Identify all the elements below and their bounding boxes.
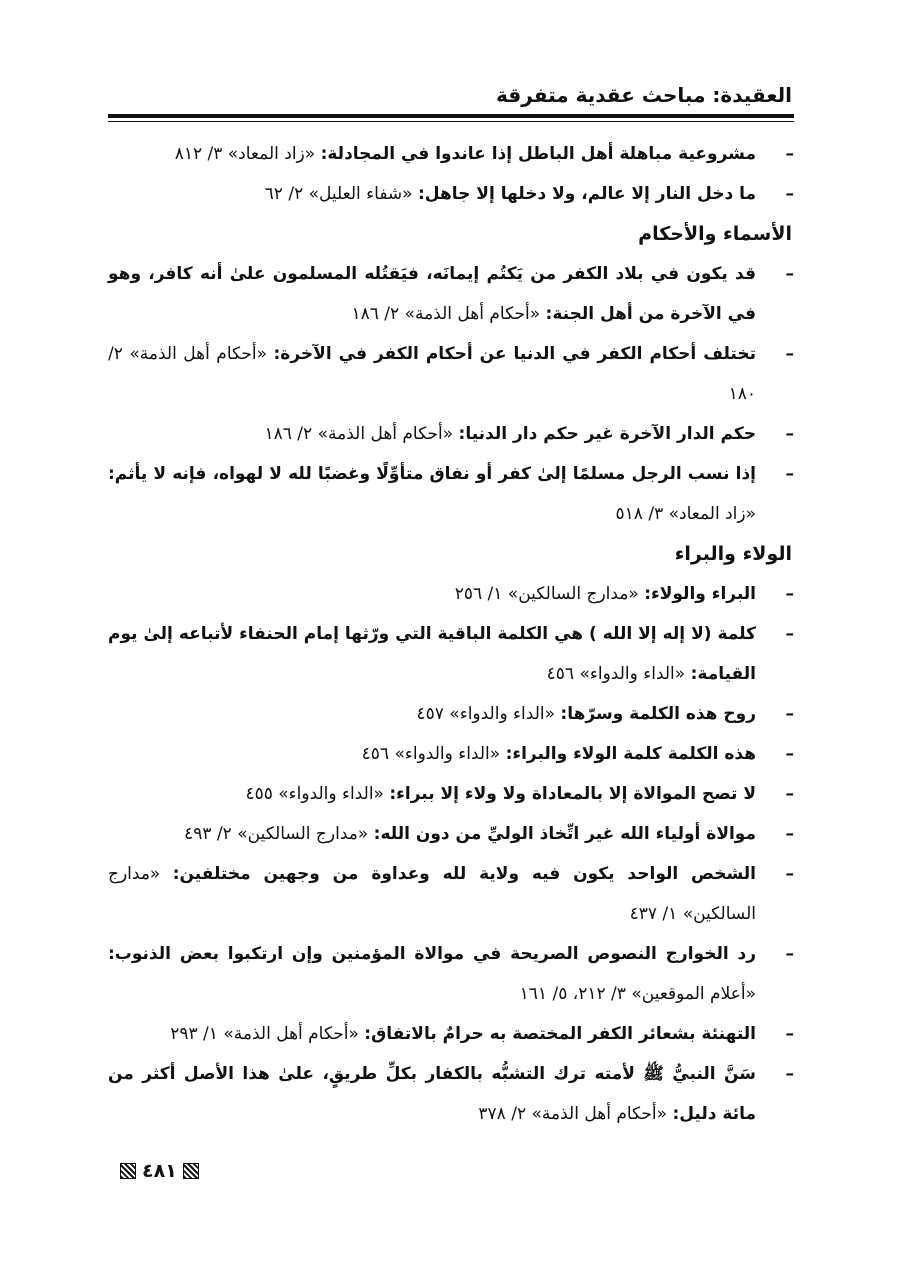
list-item	[108, 454, 794, 534]
entry-text: التهنئة بشعائر الكفر المختصة به حرامٌ بالاتفاق:	[364, 1024, 756, 1044]
entry-text: روح هذه الكلمة وسرّها:	[560, 704, 756, 724]
list-item	[108, 814, 794, 854]
dash-icon: –	[785, 264, 794, 284]
dash-icon: –	[785, 584, 794, 604]
entry-text: البراء والولاء:	[644, 584, 756, 604]
list-item	[108, 334, 794, 414]
entry-reference: «أحكام أهل الذمة» ٢/ ١٨٦	[264, 424, 454, 444]
dash-icon: –	[785, 1024, 794, 1044]
list-item	[108, 174, 794, 214]
running-header: العقيدة: مباحث عقدية متفرقة	[496, 83, 792, 107]
ornament-icon	[183, 1163, 199, 1179]
entry-text: قد يكون في بلاد الكفر من يَكتُم إيمانَه، فيَقتُله المسلمون علىٰ أنه كافر، وهو في الآخرة من أهل الجنة:	[108, 264, 756, 324]
list-item	[108, 774, 794, 814]
entry-reference: «أحكام أهل الذمة» ١/ ٢٩٣	[170, 1024, 359, 1044]
dash-icon: –	[785, 704, 794, 724]
entry-text: حكم الدار الآخرة غير حكم دار الدنيا:	[458, 424, 756, 444]
entry-reference: «زاد المعاد» ٣/ ٥١٨	[615, 504, 756, 524]
entry-text: تختلف أحكام الكفر في الدنيا عن أحكام الكفر في الآخرة:	[273, 344, 756, 364]
list-item	[108, 1054, 794, 1134]
page	[108, 78, 794, 1134]
entry-text: إذا نسب الرجل مسلمًا إلىٰ كفر أو نفاق متأوِّلًا وغضبًا لله لا لهواه، فإنه لا يأثم:	[108, 464, 756, 484]
entry-reference: «الداء والدواء» ٤٥٥	[245, 784, 384, 804]
entry-reference: «مدارج السالكين» ١/ ٤٣٧	[108, 864, 756, 924]
header-rule-thin	[108, 121, 794, 122]
dash-icon: –	[785, 944, 794, 964]
list-item	[108, 1014, 794, 1054]
list-item	[108, 134, 794, 174]
dash-icon: –	[785, 624, 794, 644]
entry-text: موالاة أولياء الله غير اتِّخاذ الوليِّ من دون الله:	[373, 824, 756, 844]
entry-text: لا تصح الموالاة إلا بالمعاداة ولا ولاء إلا ببراء:	[389, 784, 756, 804]
entry-reference: «شفاء العليل» ٢/ ٦٢	[264, 184, 413, 204]
header-rule-thick	[108, 114, 794, 118]
dash-icon: –	[785, 744, 794, 764]
entry-reference: «مدارج السالكين» ١/ ٢٥٦	[454, 584, 639, 604]
entry-reference: «الداء والدواء» ٤٥٧	[416, 704, 556, 724]
entry-reference: «أحكام أهل الذمة» ٢/ ٣٧٨	[478, 1104, 668, 1124]
entry-reference: «أعلام الموقعين» ٣/ ٢١٢، ٥/ ١٦١	[519, 984, 756, 1004]
section-title: الولاء والبراء	[674, 543, 792, 565]
dash-icon: –	[785, 1064, 794, 1084]
dash-icon: –	[785, 344, 794, 364]
entry-text: هذه الكلمة كلمة الولاء والبراء:	[505, 744, 756, 764]
entry-reference: «الداء والدواء» ٤٥٦	[361, 744, 501, 764]
entry-reference: «زاد المعاد» ٣/ ٨١٢	[174, 144, 316, 164]
entry-text: ما دخل النار إلا عالم، ولا دخلها إلا جاهل:	[417, 184, 756, 204]
list-item	[108, 734, 794, 774]
entry-text: الشخص الواحد يكون فيه ولاية لله وعداوة من وجهين مختلفين:	[172, 864, 756, 884]
content	[108, 134, 794, 1134]
entry-text: كلمة (لا إله إلا الله ) هي الكلمة الباقية التي ورّثها إمام الحنفاء لأتباعه إلىٰ يوم القيامة:	[108, 624, 756, 684]
list-item	[108, 694, 794, 734]
entry-reference: «أحكام أهل الذمة» ٢/ ١٨٠	[108, 344, 756, 404]
dash-icon: –	[785, 784, 794, 804]
entry-reference: «مدارج السالكين» ٢/ ٤٩٣	[184, 824, 369, 844]
entry-text: رد الخوارج النصوص الصريحة في موالاة المؤمنين وإن ارتكبوا بعض الذنوب:	[108, 944, 756, 964]
dash-icon: –	[785, 824, 794, 844]
entry-text: مشروعية مباهلة أهل الباطل إذا عاندوا في المجادلة:	[320, 144, 756, 164]
entry-reference: «الداء والدواء» ٤٥٦	[546, 664, 686, 684]
list-item	[108, 614, 794, 694]
list-item	[108, 574, 794, 614]
dash-icon: –	[785, 184, 794, 204]
page-footer	[120, 1160, 199, 1182]
entry-text: سَنَّ النبيُّ ﷺ لأمته ترك التشبُّه بالكفار بكلِّ طريقٍ، علىٰ هذا الأصل أكثر من مائة دليل:	[108, 1064, 756, 1124]
ornament-icon	[120, 1163, 136, 1179]
dash-icon: –	[785, 464, 794, 484]
list-item	[108, 854, 794, 934]
list-item	[108, 414, 794, 454]
list-item	[108, 934, 794, 1014]
dash-icon: –	[785, 144, 794, 164]
dash-icon: –	[785, 864, 794, 884]
dash-icon: –	[785, 424, 794, 444]
page-number: ٤٨١	[142, 1160, 177, 1182]
entry-reference: «أحكام أهل الذمة» ٢/ ١٨٦	[351, 304, 541, 324]
list-item	[108, 254, 794, 334]
section-title: الأسماء والأحكام	[638, 223, 792, 245]
